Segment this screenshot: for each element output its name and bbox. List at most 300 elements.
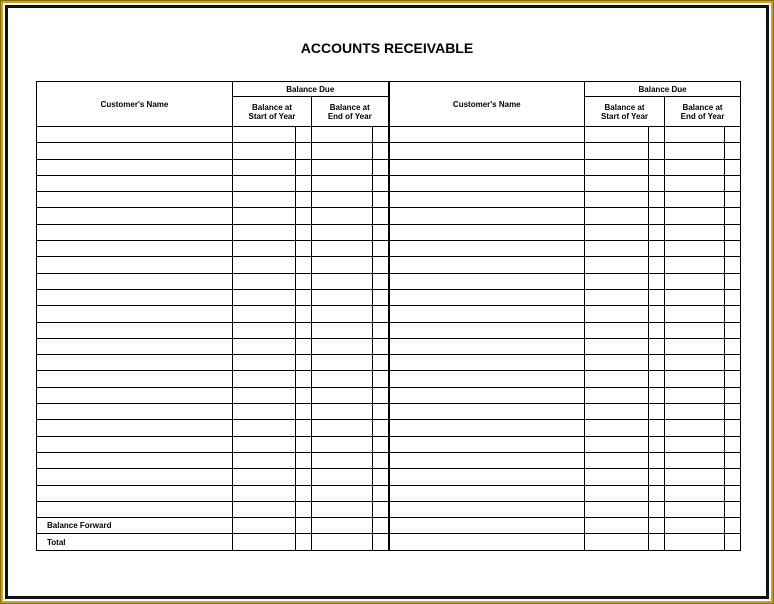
end-balance-dollars-cell[interactable]: [312, 289, 373, 305]
end-balance-dollars-cell[interactable]: [665, 127, 725, 143]
start-balance-cents-cell[interactable]: [649, 404, 665, 420]
table-row: [37, 420, 741, 436]
start-balance-dollars-cell[interactable]: [233, 159, 296, 175]
start-balance-cents-cell[interactable]: [296, 143, 312, 159]
start-balance-dollars-cell[interactable]: [585, 257, 649, 273]
end-balance-dollars-cell[interactable]: [312, 273, 373, 289]
start-balance-dollars-cell[interactable]: [233, 257, 296, 273]
start-balance-cents-cell[interactable]: [296, 322, 312, 338]
start-balance-dollars-cell[interactable]: [585, 273, 649, 289]
end-balance-dollars-cell[interactable]: [665, 192, 725, 208]
customer-name-cell[interactable]: [37, 159, 233, 175]
customer-name-cell[interactable]: [389, 273, 585, 289]
customer-name-cell[interactable]: [37, 127, 233, 143]
end-balance-dollars-cell[interactable]: [312, 127, 373, 143]
customer-name-cell[interactable]: [37, 273, 233, 289]
balance-due-header-right: Balance Due: [585, 82, 741, 97]
end-balance-dollars-cell[interactable]: [665, 306, 725, 322]
start-balance-cents-cell[interactable]: [296, 420, 312, 436]
end-balance-dollars-cell[interactable]: [312, 534, 373, 550]
end-balance-cents-cell[interactable]: [725, 289, 741, 305]
start-balance-dollars-cell[interactable]: [233, 404, 296, 420]
customer-name-cell[interactable]: [389, 387, 585, 403]
start-balance-cents-cell[interactable]: [296, 436, 312, 452]
customer-name-cell[interactable]: [389, 501, 585, 517]
end-of-year-header-right: [665, 97, 741, 127]
end-balance-dollars-cell[interactable]: [665, 273, 725, 289]
start-balance-cents-cell[interactable]: [649, 387, 665, 403]
start-balance-dollars-cell[interactable]: [233, 387, 296, 403]
customer-name-cell[interactable]: [389, 534, 585, 550]
start-balance-dollars-cell[interactable]: [585, 159, 649, 175]
customer-name-cell[interactable]: [37, 192, 233, 208]
table-row: [37, 452, 741, 468]
end-balance-dollars-cell[interactable]: [665, 436, 725, 452]
customer-name-cell[interactable]: [37, 355, 233, 371]
table-row: [37, 306, 741, 322]
end-balance-cents-cell[interactable]: [725, 452, 741, 468]
customer-name-cell[interactable]: [37, 404, 233, 420]
start-balance-cents-cell[interactable]: [649, 534, 665, 550]
end-balance-cents-cell[interactable]: [725, 436, 741, 452]
start-balance-cents-cell[interactable]: [649, 420, 665, 436]
end-balance-cents-cell[interactable]: [725, 485, 741, 501]
end-balance-cents-cell[interactable]: [725, 159, 741, 175]
start-balance-dollars-cell[interactable]: [585, 289, 649, 305]
end-balance-cents-cell[interactable]: [725, 420, 741, 436]
end-balance-dollars-cell[interactable]: [312, 420, 373, 436]
start-balance-dollars-cell[interactable]: [233, 306, 296, 322]
start-balance-cents-cell[interactable]: [296, 469, 312, 485]
customer-name-cell[interactable]: [37, 387, 233, 403]
end-balance-cents-cell[interactable]: [373, 241, 389, 257]
start-balance-cents-cell[interactable]: [296, 127, 312, 143]
end-balance-dollars-cell[interactable]: [665, 322, 725, 338]
start-balance-dollars-cell[interactable]: [585, 355, 649, 371]
start-balance-dollars-cell[interactable]: [585, 127, 649, 143]
customer-name-cell[interactable]: [389, 338, 585, 354]
end-balance-cents-cell[interactable]: [373, 224, 389, 240]
start-balance-cents-cell[interactable]: [649, 273, 665, 289]
end-balance-cents-cell[interactable]: [373, 485, 389, 501]
end-balance-dollars-cell[interactable]: [312, 159, 373, 175]
table-row: [37, 224, 741, 240]
customer-name-cell[interactable]: [389, 371, 585, 387]
end-balance-cents-cell[interactable]: [725, 534, 741, 550]
start-balance-cents-cell[interactable]: [649, 257, 665, 273]
end-balance-cents-cell[interactable]: [373, 192, 389, 208]
end-balance-dollars-cell[interactable]: [665, 518, 725, 534]
end-balance-dollars-cell[interactable]: [665, 387, 725, 403]
end-balance-cents-cell[interactable]: [373, 338, 389, 354]
table-row: [37, 485, 741, 501]
start-balance-dollars-cell[interactable]: [585, 387, 649, 403]
start-balance-cents-cell[interactable]: [296, 534, 312, 550]
end-balance-cents-cell[interactable]: [725, 175, 741, 191]
start-balance-cents-cell[interactable]: [649, 469, 665, 485]
start-balance-dollars-cell[interactable]: [585, 192, 649, 208]
start-balance-cents-cell[interactable]: [649, 289, 665, 305]
start-balance-dollars-cell[interactable]: [233, 127, 296, 143]
end-balance-cents-cell[interactable]: [373, 501, 389, 517]
start-balance-cents-cell[interactable]: [649, 208, 665, 224]
start-balance-cents-cell[interactable]: [649, 518, 665, 534]
end-balance-cents-cell[interactable]: [373, 143, 389, 159]
end-balance-cents-cell[interactable]: [373, 387, 389, 403]
start-balance-dollars-cell[interactable]: [233, 241, 296, 257]
end-balance-cents-cell[interactable]: [725, 469, 741, 485]
start-balance-cents-cell[interactable]: [296, 241, 312, 257]
end-balance-dollars-cell[interactable]: [312, 404, 373, 420]
customer-name-cell[interactable]: [389, 159, 585, 175]
table-row: [37, 518, 741, 534]
start-balance-cents-cell[interactable]: [296, 192, 312, 208]
end-balance-cents-cell[interactable]: [373, 436, 389, 452]
start-balance-dollars-cell[interactable]: [585, 404, 649, 420]
end-balance-cents-cell[interactable]: [725, 273, 741, 289]
customer-name-cell[interactable]: [389, 224, 585, 240]
end-balance-dollars-cell[interactable]: [665, 175, 725, 191]
customer-name-cell[interactable]: [389, 241, 585, 257]
start-balance-cents-cell[interactable]: [296, 518, 312, 534]
start-balance-cents-cell[interactable]: [649, 501, 665, 517]
end-balance-dollars-cell[interactable]: [665, 224, 725, 240]
customer-name-cell[interactable]: [37, 452, 233, 468]
end-balance-cents-cell[interactable]: [725, 501, 741, 517]
end-balance-cents-cell[interactable]: [373, 420, 389, 436]
start-of-year-line2: Start of Year: [601, 111, 649, 121]
end-balance-cents-cell[interactable]: [725, 257, 741, 273]
end-balance-dollars-cell[interactable]: [312, 192, 373, 208]
table-row: [37, 404, 741, 420]
end-balance-cents-cell[interactable]: [725, 208, 741, 224]
start-balance-cents-cell[interactable]: [296, 371, 312, 387]
end-balance-cents-cell[interactable]: [725, 127, 741, 143]
start-balance-cents-cell[interactable]: [296, 208, 312, 224]
end-balance-cents-cell[interactable]: [373, 469, 389, 485]
start-balance-cents-cell[interactable]: [296, 175, 312, 191]
end-balance-cents-cell[interactable]: [373, 355, 389, 371]
end-balance-cents-cell[interactable]: [373, 322, 389, 338]
customer-name-cell[interactable]: [37, 338, 233, 354]
end-balance-cents-cell[interactable]: [373, 534, 389, 550]
end-balance-dollars-cell[interactable]: [312, 143, 373, 159]
customer-name-cell[interactable]: [37, 241, 233, 257]
start-balance-dollars-cell[interactable]: [585, 420, 649, 436]
customer-name-cell[interactable]: [389, 355, 585, 371]
start-balance-dollars-cell[interactable]: [233, 143, 296, 159]
end-balance-cents-cell[interactable]: [373, 452, 389, 468]
table-row: [37, 371, 741, 387]
start-balance-cents-cell[interactable]: [649, 143, 665, 159]
end-balance-dollars-cell[interactable]: [665, 404, 725, 420]
customer-name-header-left: Customer's Name: [37, 82, 233, 127]
start-balance-dollars-cell[interactable]: [585, 224, 649, 240]
start-balance-dollars-cell[interactable]: [585, 208, 649, 224]
customer-name-cell[interactable]: [389, 143, 585, 159]
end-balance-dollars-cell[interactable]: [312, 355, 373, 371]
start-balance-cents-cell[interactable]: [296, 159, 312, 175]
customer-name-cell[interactable]: [389, 404, 585, 420]
customer-name-cell[interactable]: [37, 420, 233, 436]
end-balance-cents-cell[interactable]: [373, 306, 389, 322]
start-of-year-line1: Balance at: [251, 102, 293, 112]
end-balance-dollars-cell[interactable]: [665, 501, 725, 517]
start-balance-dollars-cell[interactable]: [233, 436, 296, 452]
table-row: [37, 436, 741, 452]
start-balance-cents-cell[interactable]: [296, 501, 312, 517]
customer-name-cell[interactable]: [37, 469, 233, 485]
end-balance-dollars-cell[interactable]: [312, 306, 373, 322]
end-balance-cents-cell[interactable]: [373, 371, 389, 387]
end-balance-cents-cell[interactable]: [373, 208, 389, 224]
start-balance-dollars-cell[interactable]: [233, 192, 296, 208]
start-balance-dollars-cell[interactable]: [585, 306, 649, 322]
start-balance-cents-cell[interactable]: [649, 371, 665, 387]
start-balance-cents-cell[interactable]: [649, 224, 665, 240]
end-balance-cents-cell[interactable]: [373, 257, 389, 273]
table-row: [37, 208, 741, 224]
start-balance-dollars-cell[interactable]: [233, 371, 296, 387]
end-balance-cents-cell[interactable]: [725, 241, 741, 257]
start-balance-dollars-cell[interactable]: [585, 371, 649, 387]
customer-name-cell[interactable]: [389, 322, 585, 338]
end-balance-dollars-cell[interactable]: [312, 322, 373, 338]
end-balance-dollars-cell[interactable]: [665, 143, 725, 159]
end-balance-cents-cell[interactable]: [725, 518, 741, 534]
table-row: [37, 143, 741, 159]
start-balance-dollars-cell[interactable]: [233, 175, 296, 191]
end-balance-dollars-cell[interactable]: [665, 208, 725, 224]
customer-name-cell[interactable]: [389, 452, 585, 468]
start-balance-cents-cell[interactable]: [649, 127, 665, 143]
customer-name-cell[interactable]: [389, 469, 585, 485]
start-of-year-line1: Balance at: [604, 102, 645, 112]
end-balance-dollars-cell[interactable]: [665, 338, 725, 354]
start-balance-dollars-cell[interactable]: [233, 420, 296, 436]
start-balance-dollars-cell[interactable]: [233, 534, 296, 550]
customer-name-cell[interactable]: [37, 322, 233, 338]
customer-name-cell[interactable]: [389, 175, 585, 191]
start-balance-dollars-cell[interactable]: [233, 224, 296, 240]
end-balance-dollars-cell[interactable]: [665, 371, 725, 387]
customer-name-cell[interactable]: [389, 208, 585, 224]
start-balance-dollars-cell[interactable]: [585, 322, 649, 338]
customer-name-header-right: Customer's Name: [389, 82, 585, 127]
start-balance-dollars-cell[interactable]: [233, 518, 296, 534]
start-balance-dollars-cell[interactable]: [585, 175, 649, 191]
start-balance-cents-cell[interactable]: [649, 322, 665, 338]
customer-name-cell[interactable]: [37, 501, 233, 517]
start-balance-dollars-cell[interactable]: [585, 241, 649, 257]
end-balance-dollars-cell[interactable]: [665, 485, 725, 501]
start-balance-dollars-cell[interactable]: [233, 273, 296, 289]
end-balance-dollars-cell[interactable]: [312, 257, 373, 273]
ledger-body: [37, 127, 741, 551]
footer-row-label: Balance Forward: [37, 518, 233, 534]
table-row: [37, 192, 741, 208]
customer-name-cell[interactable]: [389, 257, 585, 273]
start-balance-dollars-cell[interactable]: [585, 452, 649, 468]
end-balance-cents-cell[interactable]: [725, 224, 741, 240]
start-balance-cents-cell[interactable]: [649, 338, 665, 354]
table-row: [37, 387, 741, 403]
end-balance-dollars-cell[interactable]: [665, 534, 725, 550]
end-of-year-line2: End of Year: [680, 111, 725, 121]
end-balance-cents-cell[interactable]: [725, 306, 741, 322]
customer-name-cell[interactable]: [389, 420, 585, 436]
end-balance-cents-cell[interactable]: [725, 387, 741, 403]
table-row: [37, 322, 741, 338]
customer-name-cell[interactable]: [37, 289, 233, 305]
end-of-year-line1: Balance at: [329, 102, 370, 112]
start-balance-dollars-cell[interactable]: [233, 469, 296, 485]
end-balance-dollars-cell[interactable]: [312, 241, 373, 257]
end-balance-dollars-cell[interactable]: [665, 159, 725, 175]
end-balance-dollars-cell[interactable]: [312, 436, 373, 452]
customer-name-cell[interactable]: [37, 436, 233, 452]
start-balance-dollars-cell[interactable]: [233, 452, 296, 468]
end-balance-cents-cell[interactable]: [373, 159, 389, 175]
end-of-year-header-left: [312, 97, 389, 127]
start-balance-cents-cell[interactable]: [649, 485, 665, 501]
start-balance-cents-cell[interactable]: [649, 159, 665, 175]
table-row: [37, 338, 741, 354]
end-balance-cents-cell[interactable]: [373, 289, 389, 305]
end-balance-dollars-cell[interactable]: [312, 485, 373, 501]
end-balance-cents-cell[interactable]: [725, 355, 741, 371]
customer-name-cell[interactable]: [37, 224, 233, 240]
end-balance-cents-cell[interactable]: [373, 273, 389, 289]
end-balance-cents-cell[interactable]: [373, 127, 389, 143]
customer-name-cell[interactable]: [389, 127, 585, 143]
start-balance-cents-cell[interactable]: [296, 289, 312, 305]
start-balance-cents-cell[interactable]: [649, 452, 665, 468]
end-balance-dollars-cell[interactable]: [312, 338, 373, 354]
end-balance-dollars-cell[interactable]: [312, 452, 373, 468]
start-balance-cents-cell[interactable]: [296, 338, 312, 354]
start-balance-cents-cell[interactable]: [296, 273, 312, 289]
end-balance-dollars-cell[interactable]: [312, 175, 373, 191]
start-balance-dollars-cell[interactable]: [585, 485, 649, 501]
customer-name-cell[interactable]: [37, 175, 233, 191]
customer-name-cell[interactable]: [37, 371, 233, 387]
table-row: [37, 241, 741, 257]
table-row: [37, 257, 741, 273]
start-balance-dollars-cell[interactable]: [585, 436, 649, 452]
end-balance-dollars-cell[interactable]: [312, 387, 373, 403]
end-balance-dollars-cell[interactable]: [665, 257, 725, 273]
start-balance-dollars-cell[interactable]: [233, 355, 296, 371]
end-balance-cents-cell[interactable]: [725, 404, 741, 420]
start-balance-cents-cell[interactable]: [649, 192, 665, 208]
start-balance-dollars-cell[interactable]: [233, 485, 296, 501]
end-balance-cents-cell[interactable]: [373, 518, 389, 534]
end-balance-dollars-cell[interactable]: [312, 224, 373, 240]
customer-name-cell[interactable]: [37, 208, 233, 224]
customer-name-cell[interactable]: [37, 257, 233, 273]
start-balance-dollars-cell[interactable]: [233, 338, 296, 354]
end-of-year-line2: End of Year: [327, 111, 372, 121]
start-balance-cents-cell[interactable]: [296, 306, 312, 322]
customer-name-cell[interactable]: [389, 289, 585, 305]
start-balance-dollars-cell[interactable]: [233, 501, 296, 517]
start-balance-cents-cell[interactable]: [649, 175, 665, 191]
start-balance-dollars-cell[interactable]: [585, 518, 649, 534]
start-balance-dollars-cell[interactable]: [585, 143, 649, 159]
customer-name-cell[interactable]: [389, 485, 585, 501]
page-title: ACCOUNTS RECEIVABLE: [300, 40, 474, 56]
start-balance-dollars-cell[interactable]: [233, 289, 296, 305]
end-balance-dollars-cell[interactable]: [312, 501, 373, 517]
accounts-receivable-table: [36, 81, 741, 551]
footer-row-label: Total: [37, 534, 233, 550]
customer-name-cell[interactable]: [37, 306, 233, 322]
start-balance-cents-cell[interactable]: [296, 387, 312, 403]
start-balance-dollars-cell[interactable]: [233, 322, 296, 338]
table-row: [37, 534, 741, 550]
end-balance-cents-cell[interactable]: [725, 371, 741, 387]
start-balance-cents-cell[interactable]: [296, 355, 312, 371]
start-balance-cents-cell[interactable]: [296, 452, 312, 468]
start-balance-cents-cell[interactable]: [296, 404, 312, 420]
customer-name-cell[interactable]: [389, 192, 585, 208]
customer-name-cell[interactable]: [389, 518, 585, 534]
end-balance-cents-cell[interactable]: [725, 143, 741, 159]
customer-name-cell[interactable]: [389, 306, 585, 322]
start-balance-cents-cell[interactable]: [649, 355, 665, 371]
table-row: [37, 289, 741, 305]
end-of-year-line1: Balance at: [682, 102, 723, 112]
table-row: [37, 469, 741, 485]
start-balance-dollars-cell[interactable]: [585, 534, 649, 550]
end-balance-dollars-cell[interactable]: [312, 469, 373, 485]
start-of-year-header-left: [233, 97, 312, 127]
start-balance-cents-cell[interactable]: [649, 306, 665, 322]
end-balance-dollars-cell[interactable]: [665, 420, 725, 436]
table-row: [37, 175, 741, 191]
start-balance-cents-cell[interactable]: [649, 241, 665, 257]
customer-name-cell[interactable]: [37, 485, 233, 501]
end-balance-cents-cell[interactable]: [725, 322, 741, 338]
start-balance-dollars-cell[interactable]: [585, 338, 649, 354]
start-balance-dollars-cell[interactable]: [585, 469, 649, 485]
end-balance-cents-cell[interactable]: [373, 175, 389, 191]
end-balance-cents-cell[interactable]: [725, 338, 741, 354]
start-balance-cents-cell[interactable]: [649, 436, 665, 452]
start-balance-cents-cell[interactable]: [296, 257, 312, 273]
end-balance-dollars-cell[interactable]: [665, 289, 725, 305]
end-balance-dollars-cell[interactable]: [665, 355, 725, 371]
end-balance-dollars-cell[interactable]: [665, 469, 725, 485]
start-balance-dollars-cell[interactable]: [585, 501, 649, 517]
end-balance-dollars-cell[interactable]: [312, 208, 373, 224]
end-balance-dollars-cell[interactable]: [665, 452, 725, 468]
customer-name-cell[interactable]: [37, 143, 233, 159]
ledger-sheet: [36, 81, 741, 551]
end-balance-dollars-cell[interactable]: [312, 371, 373, 387]
end-balance-cents-cell[interactable]: [373, 404, 389, 420]
start-balance-cents-cell[interactable]: [296, 485, 312, 501]
end-balance-cents-cell[interactable]: [725, 192, 741, 208]
table-row: [37, 355, 741, 371]
end-balance-dollars-cell[interactable]: [312, 518, 373, 534]
customer-name-cell[interactable]: [389, 436, 585, 452]
start-balance-dollars-cell[interactable]: [233, 208, 296, 224]
balance-due-header-left: Balance Due: [233, 82, 389, 97]
end-balance-dollars-cell[interactable]: [665, 241, 725, 257]
start-balance-cents-cell[interactable]: [296, 224, 312, 240]
